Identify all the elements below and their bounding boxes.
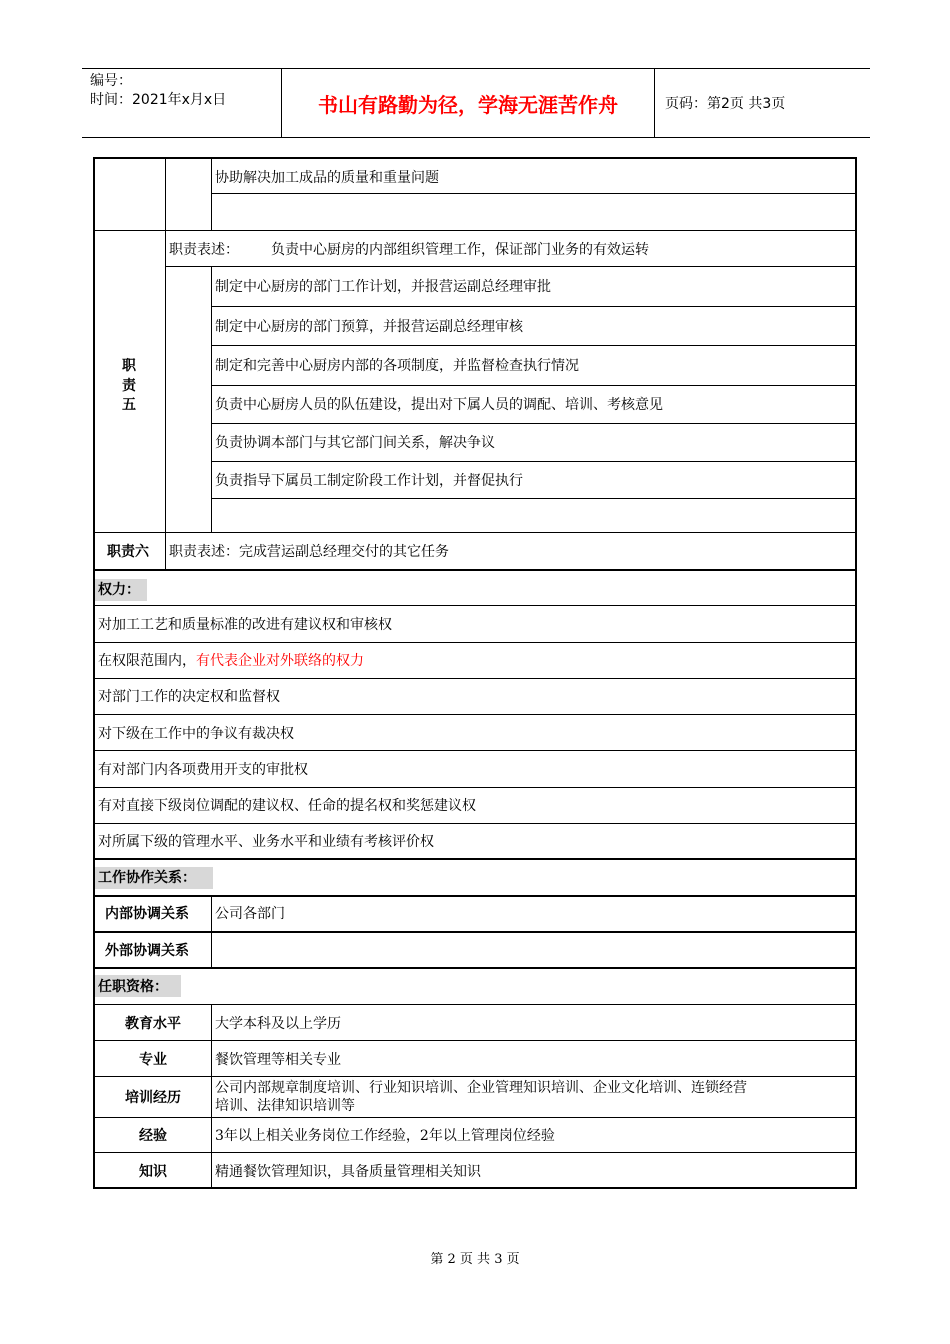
qual-value: 大学本科及以上学历 [215, 1016, 341, 1032]
qual-value: 公司内部规章制度培训、行业知识培训、企业管理知识培训、企业文化培训、连锁经营 [215, 1080, 747, 1096]
power-item-prefix: 在权限范围内， [98, 653, 196, 669]
qual-label: 教育水平 [125, 1016, 181, 1032]
duty5-item: 负责协调本部门与其它部门间关系，解决争议 [215, 435, 495, 451]
qual-value-cont: 培训、法律知识培训等 [215, 1098, 355, 1114]
qual-value: 3年以上相关业务岗位工作经验，2年以上管理岗位经验 [215, 1128, 555, 1144]
qual-label: 培训经历 [125, 1090, 181, 1106]
internal-value: 公司各部门 [215, 906, 285, 922]
external-label: 外部协调关系 [105, 943, 189, 959]
qual-value: 餐饮管理等相关专业 [215, 1052, 341, 1068]
duty5-item: 制定和完善中心厨房内部的各项制度，并监督检查执行情况 [215, 358, 579, 374]
header-page-info: 页码：第2页 共3页 [665, 96, 786, 112]
power-item: 对加工工艺和质量标准的改进有建议权和审核权 [98, 617, 392, 633]
power-item: 对部门工作的决定权和监督权 [98, 689, 280, 705]
page-footer: 第 2 页 共 3 页 [430, 1252, 520, 1267]
time-label: 时间：2021年x月x日 [90, 92, 227, 108]
power-item: 有对部门内各项费用开支的审批权 [98, 762, 308, 778]
internal-label: 内部协调关系 [105, 906, 189, 922]
duty-item: 协助解决加工成品的质量和重量问题 [215, 170, 439, 186]
number-label: 编号： [90, 73, 132, 89]
power-title: 权力： [98, 582, 140, 598]
qual-label: 知识 [139, 1164, 167, 1180]
duty5-statement-label: 职责表述： [169, 242, 239, 258]
job-description-table [93, 157, 857, 1189]
duty6-label: 职责六 [107, 544, 149, 560]
header-motto: 书山有路勤为径，学海无涯苦作舟 [282, 69, 655, 137]
power-item [98, 652, 364, 670]
qualification-title: 任职资格： [98, 979, 168, 995]
power-item-red: 有代表企业对外联络的权力 [196, 653, 364, 669]
qual-label: 专业 [139, 1052, 167, 1068]
header-meta [82, 69, 282, 137]
cooperation-title: 工作协作关系： [98, 870, 196, 886]
power-item: 对下级在工作中的争议有裁决权 [98, 726, 294, 742]
duty5-statement: 负责中心厨房的内部组织管理工作，保证部门业务的有效运转 [271, 242, 649, 258]
duty5-item: 负责中心厨房人员的队伍建设，提出对下属人员的调配、培训、考核意见 [215, 397, 663, 413]
power-item: 对所属下级的管理水平、业务水平和业绩有考核评价权 [98, 834, 434, 850]
document-header [82, 68, 870, 138]
duty5-item: 负责指导下属员工制定阶段工作计划，并督促执行 [215, 473, 523, 489]
qual-value: 精通餐饮管理知识，具备质量管理相关知识 [215, 1164, 481, 1180]
duty5-item: 制定中心厨房的部门预算，并报营运副总经理审核 [215, 319, 523, 335]
duty5-item: 制定中心厨房的部门工作计划，并报营运副总经理审批 [215, 279, 551, 295]
qual-label: 经验 [139, 1128, 167, 1144]
duty5-label-1: 职 [122, 358, 136, 374]
duty6-statement: 职责表述：完成营运副总经理交付的其它任务 [169, 544, 449, 560]
duty5-label-2: 责 [122, 378, 136, 394]
duty5-label-3: 五 [122, 397, 136, 413]
power-item: 有对直接下级岗位调配的建议权、任命的提名权和奖惩建议权 [98, 798, 476, 814]
